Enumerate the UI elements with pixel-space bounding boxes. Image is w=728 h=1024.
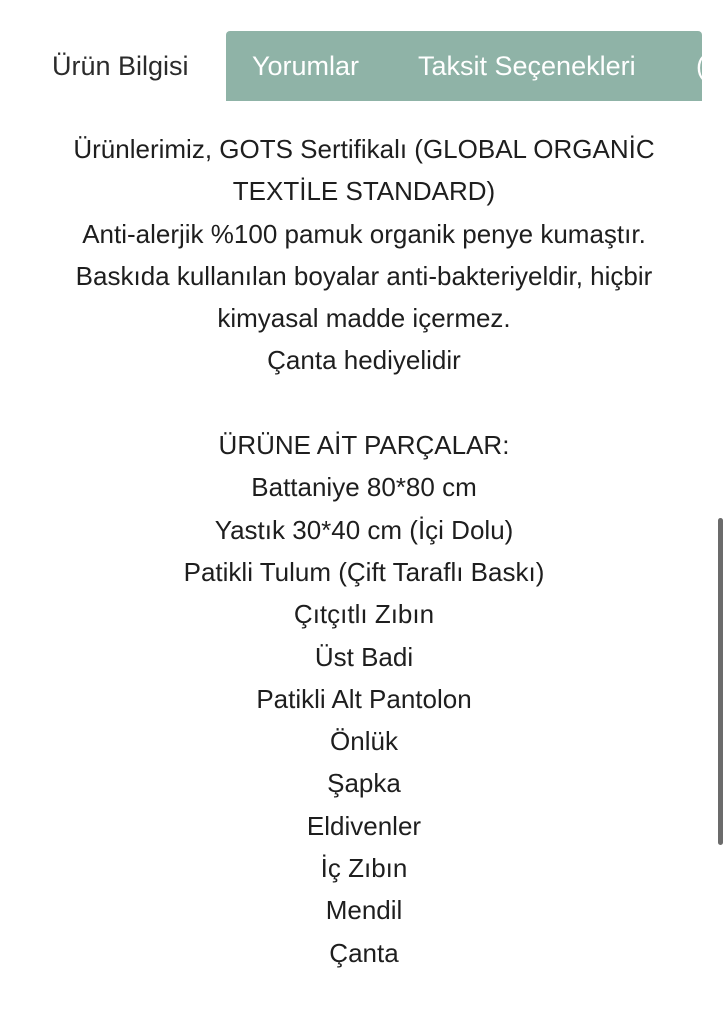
spacer bbox=[24, 382, 704, 424]
tab-bar bbox=[0, 31, 705, 101]
intro-line: TEXTİLE STANDARD) bbox=[232, 176, 496, 207]
gift-note: Çanta hediyelidir bbox=[267, 345, 461, 376]
part-item: Patikli Tulum (Çift Taraflı Baskı) bbox=[183, 556, 545, 587]
part-item: Eldivenler bbox=[306, 810, 422, 841]
part-item: Mendil bbox=[325, 895, 403, 926]
part-item: Patikli Alt Pantolon bbox=[256, 683, 472, 714]
part-item: Üst Badi bbox=[314, 641, 414, 672]
part-item: Çıtçıtlı Zıbın bbox=[293, 599, 435, 630]
part-item: Çanta bbox=[329, 937, 399, 968]
part-item: Önlük bbox=[330, 726, 398, 757]
part-item: Şapka bbox=[327, 768, 401, 799]
intro-line: Baskıda kullanılan boyalar anti-bakteriyeldir, hiçbir bbox=[75, 260, 653, 291]
product-description bbox=[24, 128, 704, 974]
intro-line: Anti-alerjik %100 pamuk organik penye kumaştır. bbox=[82, 218, 646, 249]
parts-heading: ÜRÜNE AİT PARÇALAR: bbox=[218, 430, 510, 461]
tab-taksit-secenekleri[interactable]: Taksit Seçenekleri bbox=[418, 51, 636, 81]
tab-more-truncated[interactable]: ( bbox=[696, 51, 705, 81]
tab-yorumlar[interactable]: Yorumlar bbox=[252, 51, 360, 81]
part-item: Battaniye 80*80 cm bbox=[251, 472, 477, 503]
intro-line: Ürünlerimiz, GOTS Sertifikalı (GLOBAL ORGANİC bbox=[73, 134, 655, 164]
part-item: İç Zıbın bbox=[320, 853, 408, 884]
tab-urun-bilgisi[interactable]: Ürün Bilgisi bbox=[52, 51, 189, 81]
part-item: Yastık 30*40 cm (İçi Dolu) bbox=[214, 514, 514, 545]
tab-strip-inactive bbox=[226, 31, 705, 101]
intro-line: kimyasal madde içermez. bbox=[217, 303, 511, 334]
vertical-scrollbar[interactable] bbox=[718, 518, 723, 845]
